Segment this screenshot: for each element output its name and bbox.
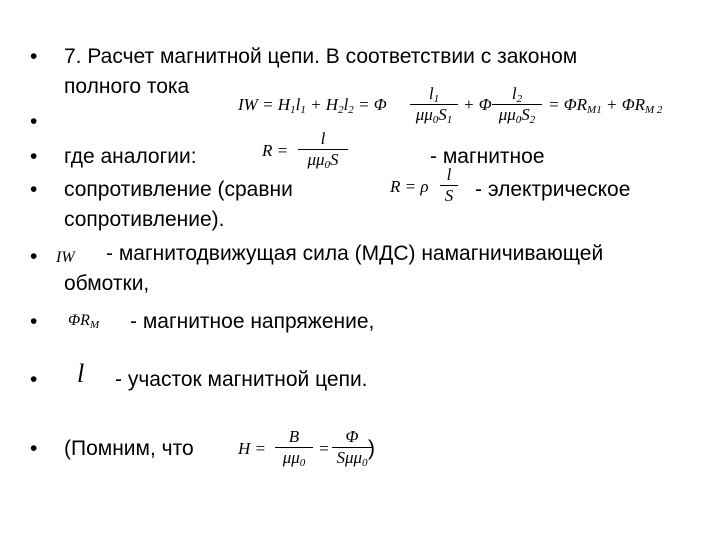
line-6-text: сопротивление). [64, 208, 225, 231]
law-fraction-1: $l_1$ $\mu\mu_0S_1$ [410, 85, 458, 124]
rm-fraction: l $\mu\mu_0S$ [298, 130, 348, 169]
line-8-text: обмотки, [64, 272, 150, 295]
line-2-text: полного тока [64, 75, 190, 98]
bullet: • [30, 310, 38, 333]
line-9-text: - магнитное напряжение, [130, 310, 375, 333]
law-lhs: IW = $H_1l_1 + H_2l_2 = \Phi$ [238, 95, 387, 116]
line-4-text: где аналогии: [64, 145, 197, 168]
line-10-text: - участок магнитной цепи. [115, 368, 368, 391]
re-fraction: l S [440, 166, 458, 205]
re-lhs: R = ρ [390, 177, 429, 196]
line-11-text: (Помним, что [64, 437, 194, 460]
law-fraction-2: $l_2$ $\mu\mu_0S_2$ [492, 85, 542, 124]
bullet: • [30, 178, 38, 201]
rm-lhs: R = [262, 141, 289, 160]
h-fraction-2: Φ Sμμ$_0$ [332, 428, 372, 467]
bullet: • [30, 110, 38, 133]
h-fraction-1: B $\mu\mu_0$ [275, 428, 313, 467]
iw-symbol: IW [56, 249, 75, 266]
bullet: • [30, 368, 38, 391]
h-eq: = [318, 439, 330, 458]
bullet: • [30, 245, 38, 268]
law-tail: = $\Phi R_{M1} + \Phi R_{M 2}$ [548, 95, 663, 116]
bullet: • [30, 45, 38, 68]
line-1-text: 7. Расчет магнитной цепи. В соответствии с законом [64, 45, 578, 68]
line-4b-text: - магнитное [430, 145, 545, 168]
bullet: • [30, 437, 38, 460]
h-lhs: H = [238, 439, 266, 458]
line-7-text: - магнитодвижущая сила (МДС) намагничивающей [106, 242, 604, 265]
line-11b-text: ) [368, 437, 375, 460]
law-plus-phi: + Φ [463, 95, 492, 114]
line-5b-text: - электрическое [475, 178, 631, 201]
l-symbol: l [77, 359, 85, 388]
line-5-text: сопротивление (сравни [64, 178, 293, 201]
phi-rm-symbol: $\Phi R_M$ [68, 312, 100, 331]
bullet: • [30, 145, 38, 168]
